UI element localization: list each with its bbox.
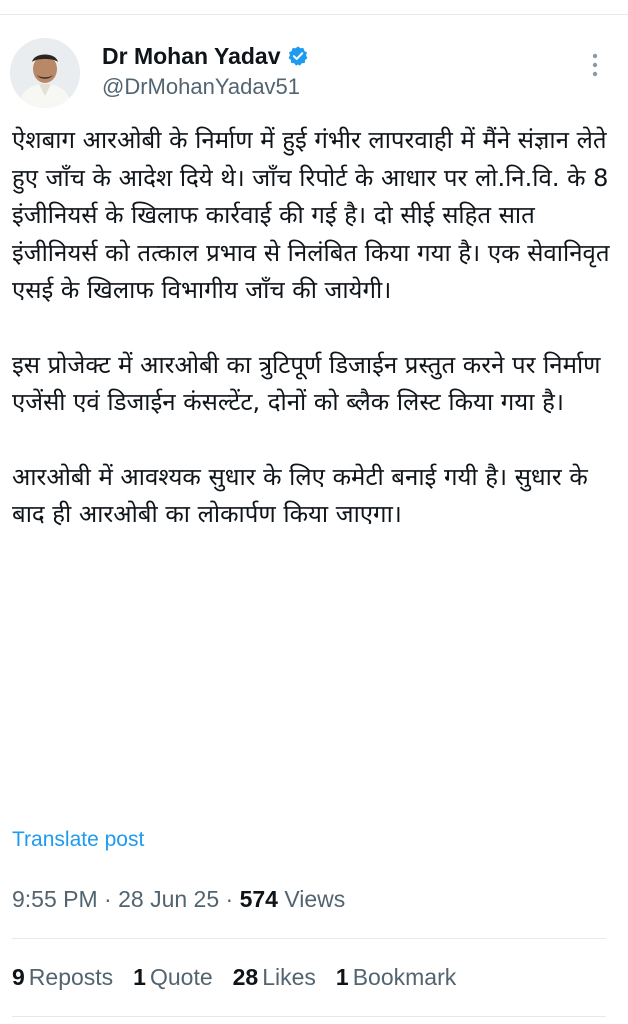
author-handle[interactable]: @DrMohanYadav51 [102,74,301,99]
tweet-text [12,122,612,534]
tweet-header [10,38,618,110]
top-divider [0,14,628,15]
avatar-image [10,38,80,108]
tweet-paragraph-3: आरओबी में आवश्यक सुधार के लिए कमेटी बनाई गयी है। सुधार के बाद ही आरओबी का लोकार्पण किया जाएगा। [12,462,588,528]
tweet-meta [12,886,345,913]
likes-label: Likes [262,964,316,990]
author-info [102,42,309,100]
tweet-date[interactable]: 28 Jun 25 [118,886,220,912]
bookmarks-label: Bookmark [352,964,457,990]
meta-separator: · [104,886,119,912]
reposts-count: 9 [12,964,25,990]
tweet-paragraph-2: इस प्रोजेक्ट में आरओबी का त्रुटिपूर्ण डिजाईन प्रस्तुत करने पर निर्माण एजेंसी एवं डिजाईन कंसल्टेंट, दोनों को ब्लैक लिस्ट किया गया है। [12,350,601,416]
translate-post-link[interactable]: Translate post [12,828,145,851]
engagement-stats [12,964,476,991]
more-vertical-icon[interactable] [590,52,600,78]
quotes-stat[interactable] [133,964,212,991]
views-label[interactable]: Views [284,886,346,912]
avatar[interactable] [10,38,80,108]
bookmarks-stat[interactable] [336,964,456,991]
likes-stat[interactable] [233,964,316,991]
meta-separator: · [225,886,240,912]
quotes-count: 1 [133,964,146,990]
author-name-row [102,42,309,70]
stats-divider-bottom [12,1016,606,1017]
tweet-time[interactable]: 9:55 PM [12,886,98,912]
verified-badge-icon[interactable] [287,45,309,67]
quotes-label: Quote [149,964,213,990]
reposts-stat[interactable] [12,964,113,991]
reposts-label: Reposts [28,964,114,990]
author-name[interactable]: Dr Mohan Yadav [102,42,281,69]
views-count[interactable]: 574 [239,886,278,912]
tweet-paragraph-1: ऐशबाग आरओबी के निर्माण में हुई गंभीर लापरवाही में मैंने संज्ञान लेते हुए जाँच के आदेश दिये थे। जाँच रिपोर्ट के आधार पर लो.नि.वि. के 8 इंजीनियर्स के खिलाफ कार्रवाई की गई है। दो सीई सहित सात इंजीनियर्स को तत्काल प्रभाव से निलंबित किया गया है। एक सेवानिवृत एसई के खिलाफ विभागीय जाँच की जायेगी। [12,126,610,304]
likes-count: 28 [232,964,259,990]
stats-divider-top [12,938,606,939]
bookmarks-count: 1 [335,964,349,990]
